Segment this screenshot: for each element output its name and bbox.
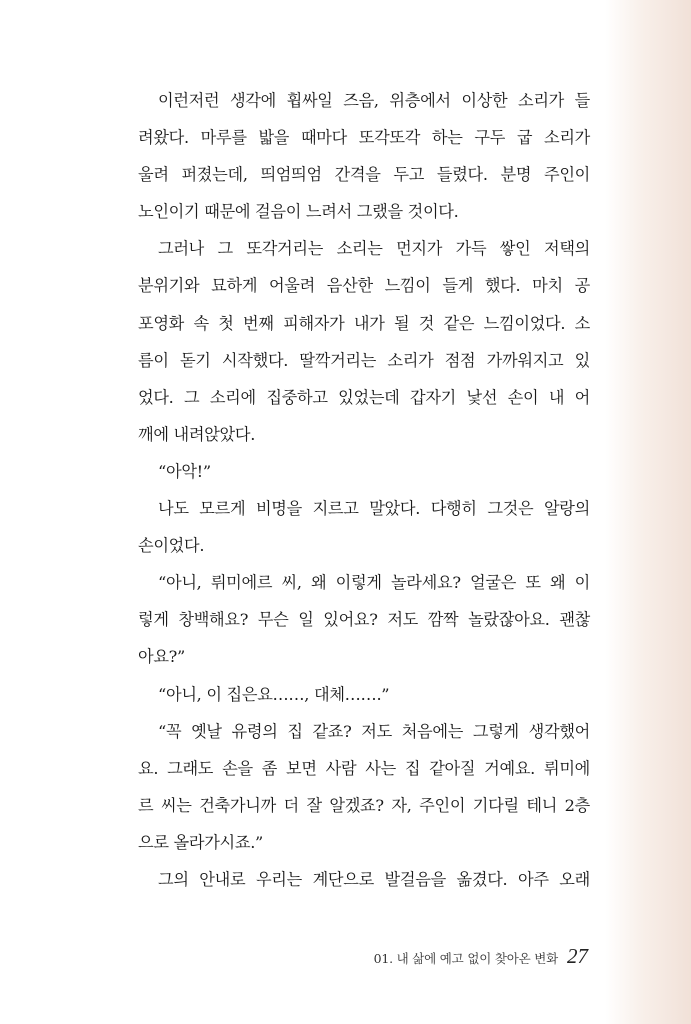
- text-line: “아악!”: [158, 461, 211, 481]
- text-line: 아요?”: [138, 647, 186, 667]
- text-line: 울려 퍼졌는데, 띄엄띄엄 간격을 두고 들렸다. 분명 주인이: [138, 165, 590, 185]
- text-line: “아니, 이 집은요……, 대체…….”: [158, 684, 390, 704]
- text-line: 려왔다. 마루를 밟을 때마다 또각또각 하는 구두 굽 소리가: [138, 128, 590, 148]
- text-line: 으로 올라가시죠.”: [138, 832, 264, 852]
- text-line: 나도 모르게 비명을 지르고 말았다. 다행히 그것은 알랑의: [158, 499, 590, 519]
- text-line: 르 씨는 건축가니까 더 잘 알겠죠? 자, 주인이 기다릴 테니 2층: [138, 795, 590, 815]
- page-edge-shading: [605, 0, 691, 1024]
- page-footer: [374, 944, 588, 969]
- body-text: [138, 82, 590, 898]
- text-line: “아니, 뤼미에르 씨, 왜 이렇게 놀라세요? 얼굴은 또 왜 이: [158, 573, 590, 593]
- text-line: 분위기와 묘하게 어울려 음산한 느낌이 들게 했다. 마치 공: [138, 276, 590, 296]
- text-line: 노인이기 때문에 걸음이 느려서 그랬을 것이다.: [138, 202, 459, 222]
- text-line: 이런저런 생각에 휩싸일 즈음, 위층에서 이상한 소리가 들: [158, 91, 590, 110]
- text-line: 렇게 창백해요? 무슨 일 있어요? 저도 깜짝 놀랐잖아요. 괜찮: [138, 610, 590, 630]
- text-line: “꼭 옛날 유령의 집 같죠? 저도 처음에는 그렇게 생각했어: [158, 721, 590, 741]
- running-footer-title: 01. 내 삶에 예고 없이 찾아온 변화: [373, 951, 558, 966]
- text-line: 깨에 내려앉았다.: [138, 424, 256, 444]
- text-line: 그의 안내로 우리는 계단으로 발걸음을 옮겼다. 아주 오래: [158, 869, 590, 889]
- text-line: 었다. 그 소리에 집중하고 있었는데 갑자기 낯선 손이 내 어: [138, 387, 590, 407]
- page-number: 27: [567, 944, 588, 968]
- text-line: 그러나 그 또각거리는 소리는 먼지가 가득 쌓인 저택의: [158, 239, 590, 259]
- text-line: 손이었다.: [138, 536, 205, 556]
- text-line: 름이 돋기 시작했다. 딸깍거리는 소리가 점점 가까워지고 있: [138, 350, 590, 370]
- text-line: 포영화 속 첫 번째 피해자가 내가 될 것 같은 느낌이었다. 소: [138, 313, 590, 333]
- text-line: 요. 그래도 손을 좀 보면 사람 사는 집 같아질 거예요. 뤼미에: [138, 758, 590, 778]
